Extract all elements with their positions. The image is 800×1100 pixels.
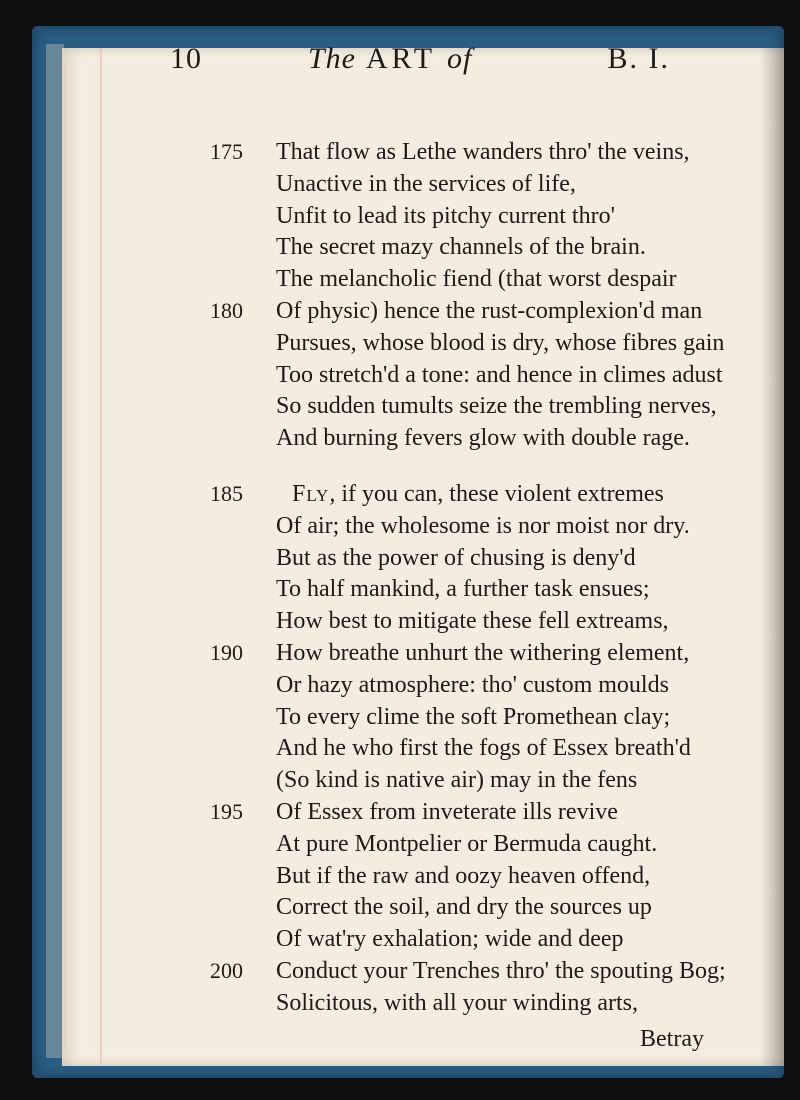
page-shadow	[760, 48, 784, 1066]
verse-text: Or hazy atmosphere: tho' custom moulds	[276, 671, 669, 698]
verse-text: Too stretch'd a tone: and hence in climes adust	[276, 361, 723, 388]
verse-text: How best to mitigate these fell extreams,	[276, 608, 669, 635]
line-number: 195	[210, 799, 243, 824]
verse-text: The melancholic fiend (that worst despair	[276, 266, 677, 293]
poem-line	[210, 925, 690, 953]
verse-text: Conduct your Trenches thro' the spouting Bog;	[276, 958, 726, 984]
verse-text: Fly, if you can, these violent extremes	[292, 481, 664, 507]
line-number: 175	[210, 139, 243, 164]
page-number: 10	[170, 42, 202, 75]
gutter-line	[100, 48, 102, 1066]
poem-line	[210, 329, 725, 357]
verse-text: How breathe unhurt the withering element,	[276, 640, 690, 666]
poem-line	[210, 989, 690, 1017]
poem-line	[210, 424, 690, 452]
poem-line	[210, 607, 690, 635]
poem-line	[210, 957, 726, 985]
verse-text: But as the power of chusing is deny'd	[276, 544, 636, 571]
verse-text: So sudden tumults seize the trembling nerves,	[276, 393, 717, 420]
line-number: 180	[210, 298, 243, 323]
verse-text: Pursues, whose blood is dry, whose fibres gain	[276, 329, 725, 356]
verse-text: To half mankind, a further task ensues;	[276, 576, 650, 603]
poem-line	[210, 202, 690, 230]
verse-text: (So kind is native air) may in the fens	[276, 767, 638, 794]
poem-line	[210, 233, 690, 261]
poem-line	[210, 862, 690, 890]
poem-line	[210, 766, 690, 794]
catchword: Betray	[640, 1026, 704, 1052]
poem-line	[210, 703, 690, 731]
running-header	[170, 42, 670, 82]
poem-line	[210, 512, 690, 540]
poem-line	[210, 170, 690, 198]
line-number: 200	[210, 958, 243, 983]
running-title	[308, 42, 472, 76]
verse-text: To every clime the soft Promethean clay;	[276, 703, 671, 730]
verse-text: The secret mazy channels of the brain.	[276, 234, 646, 261]
poem-line	[210, 639, 690, 667]
poem-line	[210, 480, 690, 508]
line-number: 185	[210, 481, 243, 506]
poem-line	[210, 297, 703, 325]
verse-text: Unfit to lead its pitchy current thro'	[276, 202, 615, 229]
verse-text: And burning fevers glow with double rage.	[276, 425, 690, 452]
poem-line	[210, 734, 690, 762]
poem-line	[210, 138, 690, 166]
verse-text: That flow as Lethe wanders thro' the veins,	[276, 139, 690, 165]
book-marker: B. I.	[607, 42, 670, 75]
title-main: ART	[365, 42, 436, 75]
verse-text: And he who first the fogs of Essex breath'd	[276, 735, 691, 762]
title-of: of	[447, 42, 473, 75]
poem-line	[210, 361, 723, 389]
poem-line	[210, 798, 690, 826]
poem-line	[210, 392, 717, 420]
poem-line	[210, 893, 690, 921]
verse-text: Unactive in the services of life,	[276, 170, 576, 197]
verse-text: Of physic) hence the rust-complexion'd man	[276, 298, 703, 324]
poem-line	[210, 671, 690, 699]
verse-text: At pure Montpelier or Bermuda caught.	[276, 830, 658, 857]
verse-text: Of wat'ry exhalation; wide and deep	[276, 926, 624, 953]
poem-line	[210, 830, 690, 858]
verse-text: But if the raw and oozy heaven offend,	[276, 862, 651, 889]
verse-text: Of air; the wholesome is nor moist nor dry.	[276, 512, 690, 539]
line-number: 190	[210, 640, 243, 665]
verse-text: Solicitous, with all your winding arts,	[276, 989, 638, 1016]
poem-text	[210, 96, 726, 1016]
title-prefix: The	[308, 42, 356, 75]
verse-text: Correct the soil, and dry the sources up	[276, 894, 652, 921]
verse-text: Of Essex from inveterate ills revive	[276, 799, 618, 825]
poem-line	[210, 544, 690, 572]
poem-line	[210, 265, 690, 293]
poem-line	[210, 575, 690, 603]
